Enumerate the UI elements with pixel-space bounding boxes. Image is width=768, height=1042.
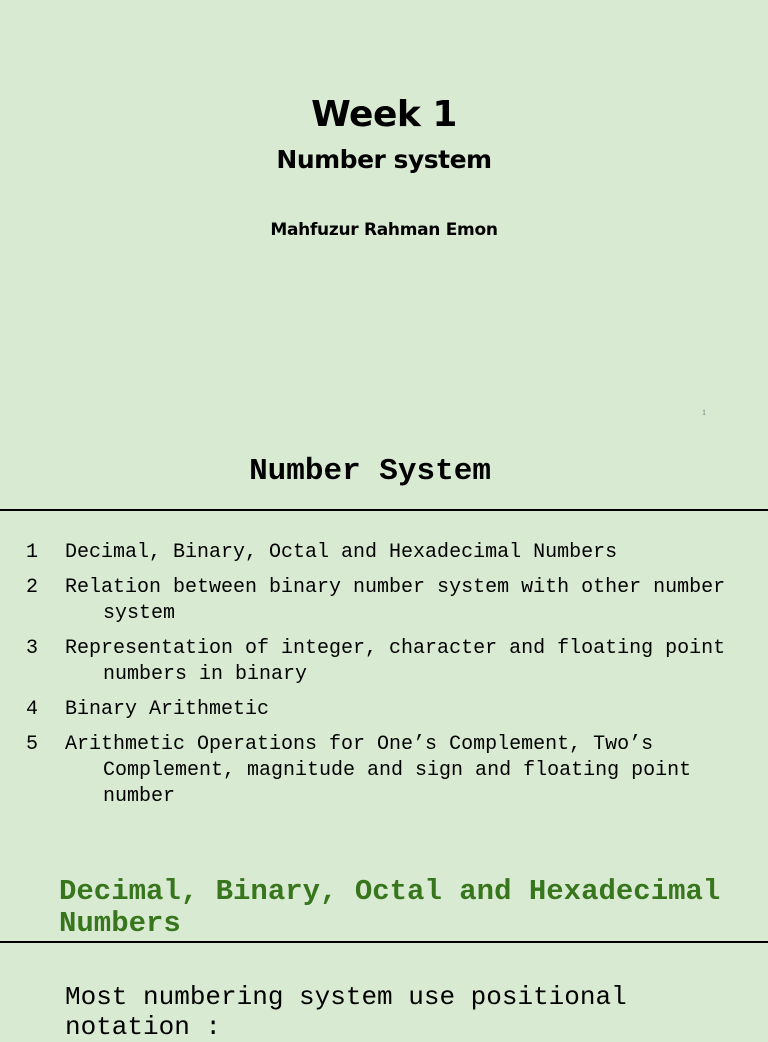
title-slide bbox=[0, 0, 768, 440]
slide-heading: Decimal, Binary, Octal and Hexadecimal Numbers bbox=[59, 875, 721, 940]
list-item bbox=[26, 575, 746, 627]
heading-divider bbox=[0, 941, 768, 943]
slide-title: Week 1 bbox=[311, 94, 457, 135]
slide-heading: Number System bbox=[249, 454, 491, 489]
item-text: Relation between binary number system with other number system bbox=[65, 576, 726, 625]
slide-subtitle: Number system bbox=[276, 145, 492, 174]
item-text: Representation of integer, character and floating point numbers in binary bbox=[65, 637, 726, 686]
topic-list bbox=[26, 540, 746, 819]
item-number: 5 bbox=[26, 733, 39, 756]
outline-slide bbox=[0, 440, 768, 858]
item-number: 1 bbox=[26, 541, 39, 564]
slide-body-text: Most numbering system use positional notation : bbox=[65, 982, 627, 1042]
item-text: Decimal, Binary, Octal and Hexadecimal Numbers bbox=[65, 541, 618, 564]
list-item bbox=[26, 636, 746, 688]
slide-page-number: 1 bbox=[702, 408, 706, 417]
item-number: 2 bbox=[26, 576, 39, 599]
content-slide bbox=[0, 858, 768, 1042]
heading-divider bbox=[0, 509, 768, 511]
item-number: 3 bbox=[26, 637, 39, 660]
list-item bbox=[26, 697, 746, 723]
list-item bbox=[26, 540, 746, 566]
list-item bbox=[26, 732, 746, 810]
item-text: Binary Arithmetic bbox=[65, 698, 270, 721]
item-text: Arithmetic Operations for One’s Complement, Two’s Complement, magnitude and sign and floating point number bbox=[65, 733, 692, 808]
item-number: 4 bbox=[26, 698, 39, 721]
author-name: Mahfuzur Rahman Emon bbox=[270, 220, 498, 240]
